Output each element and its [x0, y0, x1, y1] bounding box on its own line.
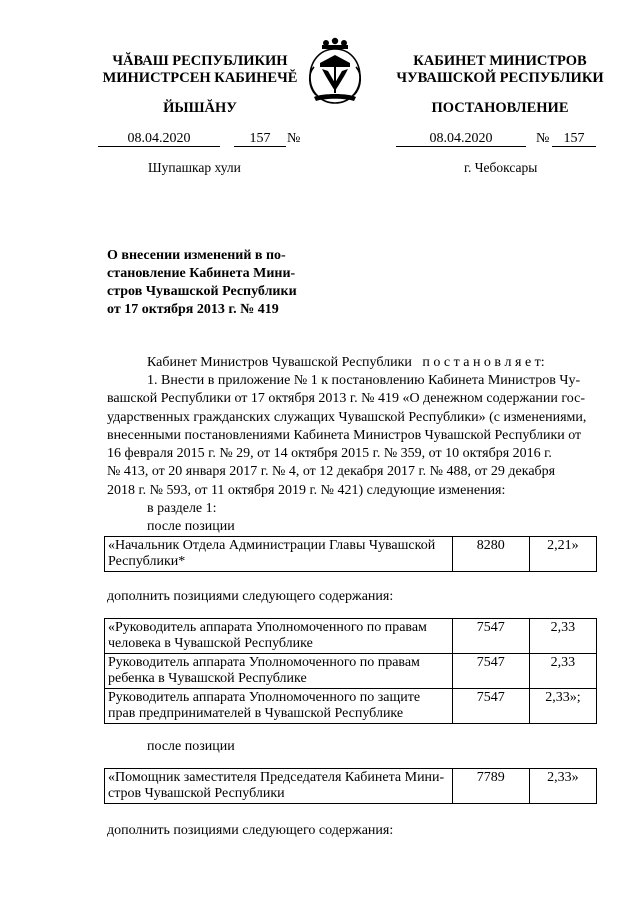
position-name-line: человека в Чувашской Республике [108, 636, 313, 651]
add-positions-2: дополнить позициями следующего содержания: [107, 823, 394, 838]
left-number-line [234, 131, 286, 147]
position-name-line: стров Чувашской Республики [108, 786, 285, 801]
table-row [105, 619, 597, 654]
intro-line [147, 354, 607, 372]
position-name-line: прав предпринимателей в Чувашской Республике [108, 706, 404, 721]
left-org-line1: ЧĂВАШ РЕСПУБЛИКИН [112, 53, 288, 69]
position-name-cell [105, 619, 453, 654]
position-name-line: «Начальник Отдела Администрации Главы Чувашской [108, 538, 436, 553]
right-city: г. Чебоксары [464, 160, 538, 175]
right-date-line [396, 131, 526, 147]
left-date: 08.04.2020 [127, 131, 191, 146]
left-number-sign: № [287, 131, 301, 146]
left-org-line2: МИНИСТРСЕН КАБИНЕЧĔ [102, 70, 298, 86]
position-name-line: Руководитель аппарата Уполномоченного по правам [108, 655, 420, 670]
title-line: становление Кабинета Мини- [107, 266, 296, 281]
position-name-line: «Помощник заместителя Председателя Кабинета Мини- [108, 770, 445, 785]
positions-table-2 [104, 618, 597, 724]
paragraph-line: ударственных гражданских служащих Чувашской Республики» (с изменениями, [107, 409, 587, 425]
position-code-cell: 7547 [452, 689, 529, 724]
table-row [105, 537, 597, 572]
positions-table-1 [104, 536, 597, 572]
paragraph-line: 2018 г. № 593, от 11 октября 2019 г. № 421) следующие изменения: [107, 482, 506, 498]
title-line: от 17 октября 2013 г. № 419 [107, 302, 279, 317]
position-name-line: Руководитель аппарата Уполномоченного по защите [108, 690, 421, 705]
position-coef-cell: 2,33» [529, 769, 596, 804]
paragraph-line: № 413, от 20 января 2017 г. № 4, от 12 декабря 2017 г. № 488, от 29 декабря [107, 464, 556, 480]
document-title [107, 247, 305, 319]
section-line: в разделе 1: [147, 501, 217, 516]
table-row [105, 654, 597, 689]
table-row [105, 689, 597, 724]
position-code-cell: 7547 [452, 654, 529, 689]
paragraph-line: 16 февраля 2015 г. № 29, от 14 октября 2015 г. № 359, от 10 октября 2016 г. [107, 446, 552, 462]
right-org-line1: КАБИНЕТ МИНИСТРОВ [413, 53, 587, 69]
right-date: 08.04.2020 [429, 131, 493, 146]
left-number: 157 [249, 131, 271, 146]
after-position-1: после позиции [147, 519, 235, 534]
paragraph-line: 1. Внести в приложение № 1 к постановлению Кабинета Министров Чу- [147, 373, 581, 388]
position-name-line: ребенка в Чувашской Республике [108, 671, 307, 686]
position-code-cell: 7789 [452, 769, 529, 804]
paragraph-line: вашской Республики от 17 октября 2013 г. № 419 «О денежном содержании гос- [107, 391, 585, 407]
position-name-cell [105, 654, 453, 689]
right-org-line2: ЧУВАШСКОЙ РЕСПУБЛИКИ [396, 70, 604, 86]
position-coef-cell: 2,21» [529, 537, 596, 572]
position-name-cell [105, 769, 453, 804]
intro-text: Кабинет Министров Чувашской Республики [147, 355, 412, 370]
add-positions-1: дополнить позициями следующего содержания: [107, 589, 394, 604]
coat-of-arms-emblem [300, 37, 370, 109]
position-coef-cell: 2,33 [529, 619, 596, 654]
left-org-name [100, 53, 300, 87]
decree-word: п о с т а н о в л я е т: [422, 355, 545, 370]
title-line: О внесении изменений в по- [107, 248, 286, 263]
paragraph-1 [107, 372, 596, 500]
position-name-line: «Руководитель аппарата Уполномоченного по правам [108, 620, 427, 635]
position-coef-cell: 2,33»; [529, 689, 596, 724]
position-name-line: Республики* [108, 554, 186, 569]
position-name-cell [105, 537, 453, 572]
table-row [105, 769, 597, 804]
position-code-cell: 7547 [452, 619, 529, 654]
right-org-name [385, 53, 615, 87]
after-position-2: после позиции [147, 739, 235, 754]
right-number-sign: № [536, 131, 550, 146]
right-number: 157 [563, 131, 585, 146]
left-date-line [98, 131, 220, 147]
left-doc-type: ЙЫШĂНУ [163, 100, 237, 116]
position-name-cell [105, 689, 453, 724]
paragraph-line: внесенными постановлениями Кабинета Министров Чувашской Республики от [107, 427, 582, 443]
title-line: стров Чувашской Республики [107, 284, 297, 299]
right-number-line [552, 131, 596, 147]
position-coef-cell: 2,33 [529, 654, 596, 689]
right-doc-type: ПОСТАНОВЛЕНИЕ [431, 100, 569, 116]
position-code-cell: 8280 [452, 537, 529, 572]
positions-table-3 [104, 768, 597, 804]
left-city: Шупашкар хули [148, 160, 241, 175]
